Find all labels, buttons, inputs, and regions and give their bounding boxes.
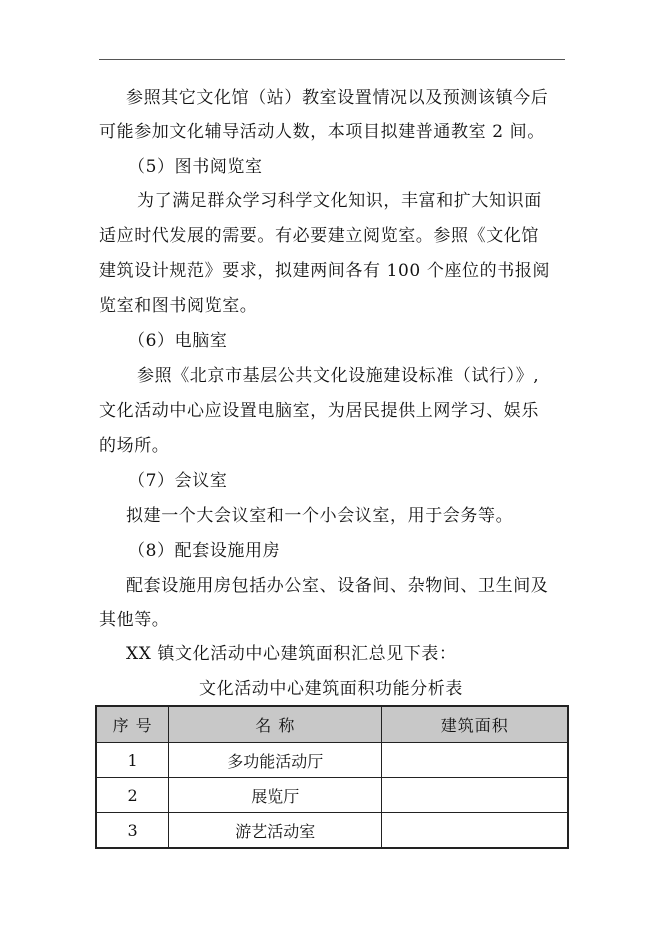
cell-area bbox=[382, 813, 568, 849]
table-row bbox=[96, 778, 568, 813]
section-heading: （6）电脑室 bbox=[128, 331, 228, 351]
cell-area bbox=[382, 743, 568, 778]
cell-area bbox=[382, 778, 568, 813]
section-heading: （8）配套设施用房 bbox=[128, 541, 281, 561]
header-no: 序 号 bbox=[96, 706, 169, 743]
header-rule bbox=[99, 59, 565, 60]
paragraph-line: 的场所。 bbox=[99, 436, 170, 456]
paragraph-line: 配套设施用房包括办公室、设备间、杂物间、卫生间及 bbox=[126, 576, 549, 596]
paragraph-line: 其他等。 bbox=[99, 610, 170, 630]
section-heading: （5）图书阅览室 bbox=[128, 157, 263, 177]
table-row bbox=[96, 743, 568, 778]
table-caption: 文化活动中心建筑面积功能分析表 bbox=[199, 679, 463, 699]
paragraph-line: 文化活动中心应设置电脑室，为居民提供上网学习、娱乐 bbox=[99, 401, 539, 421]
cell-name: 多功能活动厅 bbox=[169, 743, 382, 778]
cell-no: 1 bbox=[96, 743, 169, 778]
paragraph-line: 可能参加文化辅导活动人数，本项目拟建普通教室 2 间。 bbox=[99, 122, 545, 142]
table-header-row bbox=[96, 706, 568, 743]
cell-name: 展览厅 bbox=[169, 778, 382, 813]
paragraph-line: 为了满足群众学习科学文化知识，丰富和扩大知识面 bbox=[137, 191, 542, 211]
paragraph-line: 参照《北京市基层公共文化设施建设标准（试行）》, bbox=[137, 366, 540, 386]
cell-no: 3 bbox=[96, 813, 169, 849]
cell-name: 游艺活动室 bbox=[169, 813, 382, 849]
paragraph-line: 览室和图书阅览室。 bbox=[99, 296, 258, 316]
paragraph-line: 适应时代发展的需要。有必要建立阅览室。参照《文化馆 bbox=[99, 226, 539, 246]
section-heading: （7）会议室 bbox=[128, 471, 228, 491]
cell-no: 2 bbox=[96, 778, 169, 813]
paragraph-line: 拟建一个大会议室和一个小会议室，用于会务等。 bbox=[126, 506, 514, 526]
paragraph-line: 建筑设计规范》要求，拟建两间各有 100 个座位的书报阅 bbox=[99, 261, 551, 281]
paragraph-line: XX 镇文化活动中心建筑面积汇总见下表： bbox=[126, 644, 457, 664]
header-name: 名 称 bbox=[169, 706, 382, 743]
paragraph-line: 参照其它文化馆（站）教室设置情况以及预测该镇今后 bbox=[126, 88, 549, 108]
table-row bbox=[96, 813, 568, 849]
header-area: 建筑面积 bbox=[382, 706, 568, 743]
area-table bbox=[95, 705, 569, 849]
